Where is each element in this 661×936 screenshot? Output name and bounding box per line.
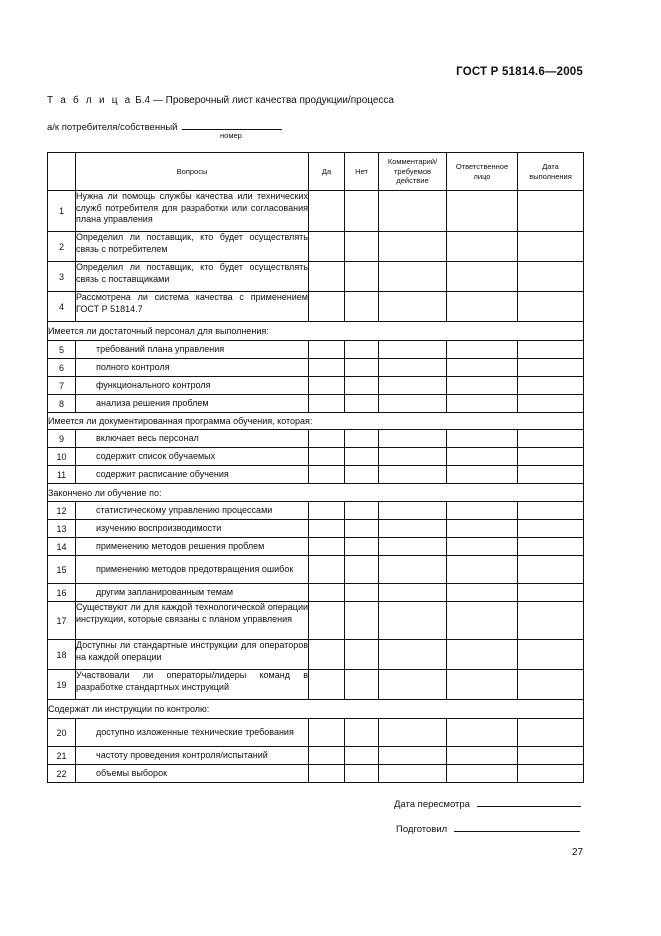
header-responsible-line1: Ответственное (455, 162, 509, 172)
question-row (48, 520, 584, 538)
header-responsible-line2: лицо (473, 171, 491, 181)
yes-cell[interactable] (309, 191, 345, 232)
question-row (48, 556, 584, 584)
question-row (48, 765, 584, 783)
due-date-cell[interactable] (518, 747, 584, 765)
responsible-cell[interactable] (447, 262, 518, 292)
row-number: 12 (48, 502, 76, 520)
question-text: статистическому управлению процессами (76, 502, 309, 520)
header-due-date (518, 153, 584, 191)
due-date-cell[interactable] (518, 584, 584, 602)
question-row (48, 502, 584, 520)
prepared-by-line (396, 822, 580, 835)
no-cell[interactable] (345, 191, 379, 232)
group-row (48, 484, 584, 502)
no-cell[interactable] (345, 377, 379, 395)
consumer-number-line (47, 120, 282, 133)
due-date-cell[interactable] (518, 341, 584, 359)
caption-label: Т а б л и ц а (47, 95, 133, 106)
no-cell[interactable] (345, 719, 379, 747)
responsible-cell[interactable] (447, 359, 518, 377)
group-row (48, 413, 584, 430)
yes-cell[interactable] (309, 747, 345, 765)
row-number: 16 (48, 584, 76, 602)
yes-cell[interactable] (309, 377, 345, 395)
row-number: 1 (48, 191, 76, 232)
comment-cell[interactable] (379, 747, 447, 765)
no-cell[interactable] (345, 341, 379, 359)
question-row (48, 292, 584, 322)
question-row (48, 670, 584, 700)
question-text: применению методов решения проблем (76, 538, 309, 556)
header-comment-line3: действие (396, 176, 429, 186)
no-cell[interactable] (345, 747, 379, 765)
comment-cell[interactable] (379, 538, 447, 556)
question-text: объемы выборок (76, 765, 309, 783)
question-row (48, 538, 584, 556)
header-yes: Да (309, 153, 345, 191)
consumer-label: а/к потребителя/собственный (47, 122, 178, 133)
question-row (48, 430, 584, 448)
row-number: 22 (48, 765, 76, 783)
comment-cell[interactable] (379, 292, 447, 322)
responsible-cell[interactable] (447, 502, 518, 520)
no-cell[interactable] (345, 640, 379, 670)
question-text: содержит расписание обучения (76, 466, 309, 484)
responsible-cell[interactable] (447, 640, 518, 670)
yes-cell[interactable] (309, 602, 345, 640)
document-code: ГОСТ Р 51814.6—2005 (456, 66, 583, 78)
comment-cell[interactable] (379, 640, 447, 670)
due-date-cell[interactable] (518, 377, 584, 395)
responsible-cell[interactable] (447, 395, 518, 413)
comment-cell[interactable] (379, 448, 447, 466)
yes-cell[interactable] (309, 502, 345, 520)
no-cell[interactable] (345, 292, 379, 322)
no-cell[interactable] (345, 520, 379, 538)
comment-cell[interactable] (379, 191, 447, 232)
yes-cell[interactable] (309, 341, 345, 359)
question-text: Участвовали ли операторы/лидеры команд в разработке стандартных инструкций (76, 670, 309, 700)
responsible-cell[interactable] (447, 377, 518, 395)
responsible-cell[interactable] (447, 466, 518, 484)
question-row (48, 262, 584, 292)
question-text: Нужна ли помощь службы качества или технических служб потребителя для разработки или согласования плана управления (76, 191, 309, 232)
responsible-cell[interactable] (447, 538, 518, 556)
responsible-cell[interactable] (447, 520, 518, 538)
comment-cell[interactable] (379, 341, 447, 359)
question-text: включает весь персонал (76, 430, 309, 448)
question-text: доступно изложенные технические требования (76, 719, 309, 747)
header-comment (379, 153, 447, 191)
row-number: 18 (48, 640, 76, 670)
caption-number: Б.4 (135, 95, 151, 106)
header-number (48, 153, 76, 191)
revision-date-field[interactable] (477, 797, 581, 807)
yes-cell[interactable] (309, 719, 345, 747)
question-row (48, 466, 584, 484)
due-date-cell[interactable] (518, 640, 584, 670)
comment-cell[interactable] (379, 262, 447, 292)
yes-cell[interactable] (309, 292, 345, 322)
row-number: 20 (48, 719, 76, 747)
question-row (48, 719, 584, 747)
row-number: 6 (48, 359, 76, 377)
yes-cell[interactable] (309, 670, 345, 700)
question-row (48, 602, 584, 640)
comment-cell[interactable] (379, 359, 447, 377)
question-text: Определил ли поставщик, кто будет осуществлять связь с поставщиками (76, 262, 309, 292)
comment-cell[interactable] (379, 584, 447, 602)
question-row (48, 640, 584, 670)
due-date-cell[interactable] (518, 448, 584, 466)
question-text: функционального контроля (76, 377, 309, 395)
group-heading: Имеется ли документированная программа обучения, которая: (48, 413, 584, 430)
page-number: 27 (572, 847, 584, 858)
no-cell[interactable] (345, 602, 379, 640)
responsible-cell[interactable] (447, 584, 518, 602)
yes-cell[interactable] (309, 262, 345, 292)
row-number: 17 (48, 602, 76, 640)
group-row (48, 700, 584, 719)
table-header-row (48, 153, 584, 191)
question-row (48, 584, 584, 602)
comment-cell[interactable] (379, 466, 447, 484)
question-text: содержит список обучаемых (76, 448, 309, 466)
header-responsible (447, 153, 518, 191)
caption-title: — Проверочный лист качества продукции/процесса (152, 95, 394, 106)
no-cell[interactable] (345, 395, 379, 413)
yes-cell[interactable] (309, 556, 345, 584)
question-row (48, 448, 584, 466)
due-date-cell[interactable] (518, 232, 584, 262)
no-cell[interactable] (345, 232, 379, 262)
due-date-cell[interactable] (518, 538, 584, 556)
header-no: Нет (345, 153, 379, 191)
yes-cell[interactable] (309, 765, 345, 783)
row-number: 13 (48, 520, 76, 538)
prepared-by-field[interactable] (454, 822, 580, 832)
responsible-cell[interactable] (447, 670, 518, 700)
question-row (48, 341, 584, 359)
responsible-cell[interactable] (447, 448, 518, 466)
due-date-cell[interactable] (518, 502, 584, 520)
due-date-cell[interactable] (518, 191, 584, 232)
yes-cell[interactable] (309, 232, 345, 262)
row-number: 8 (48, 395, 76, 413)
responsible-cell[interactable] (447, 232, 518, 262)
header-comment-line2: требуемов (394, 166, 431, 176)
responsible-cell[interactable] (447, 341, 518, 359)
no-cell[interactable] (345, 262, 379, 292)
quality-checklist-table (47, 152, 584, 783)
due-date-cell[interactable] (518, 395, 584, 413)
comment-cell[interactable] (379, 395, 447, 413)
no-cell[interactable] (345, 584, 379, 602)
group-heading: Закончено ли обучение по: (48, 484, 584, 502)
responsible-cell[interactable] (447, 765, 518, 783)
question-text: Доступны ли стандартные инструкции для операторов на каждой операции (76, 640, 309, 670)
due-date-cell[interactable] (518, 262, 584, 292)
prepared-by-label: Подготовил (396, 824, 448, 835)
table-caption (47, 95, 394, 106)
comment-cell[interactable] (379, 765, 447, 783)
row-number: 3 (48, 262, 76, 292)
row-number: 19 (48, 670, 76, 700)
yes-cell[interactable] (309, 538, 345, 556)
row-number: 9 (48, 430, 76, 448)
question-text: частоту проведения контроля/испытаний (76, 747, 309, 765)
question-text: Существуют ли для каждой технологической операции инструкции, которые связаны с планом управления (76, 602, 309, 640)
no-cell[interactable] (345, 765, 379, 783)
yes-cell[interactable] (309, 520, 345, 538)
yes-cell[interactable] (309, 466, 345, 484)
revision-date-line (394, 797, 581, 810)
question-text: применению методов предотвращения ошибок (76, 556, 309, 584)
row-number: 4 (48, 292, 76, 322)
comment-cell[interactable] (379, 232, 447, 262)
comment-cell[interactable] (379, 670, 447, 700)
no-cell[interactable] (345, 448, 379, 466)
question-text: изучению воспроизводимости (76, 520, 309, 538)
header-comment-line1: Комментарий/ (387, 157, 438, 167)
responsible-cell[interactable] (447, 191, 518, 232)
due-date-cell[interactable] (518, 719, 584, 747)
checklist-body (48, 191, 584, 783)
yes-cell[interactable] (309, 395, 345, 413)
question-row (48, 191, 584, 232)
question-text: Определил ли поставщик, кто будет осуществлять связь с потребителем (76, 232, 309, 262)
due-date-cell[interactable] (518, 430, 584, 448)
due-date-cell[interactable] (518, 466, 584, 484)
question-row (48, 359, 584, 377)
header-due-date-line1: Дата (542, 162, 559, 172)
row-number: 21 (48, 747, 76, 765)
header-due-date-line2: выполнения (529, 171, 572, 181)
row-number: 14 (48, 538, 76, 556)
question-row (48, 377, 584, 395)
responsible-cell[interactable] (447, 719, 518, 747)
row-number: 15 (48, 556, 76, 584)
responsible-cell[interactable] (447, 556, 518, 584)
comment-cell[interactable] (379, 520, 447, 538)
due-date-cell[interactable] (518, 520, 584, 538)
question-row (48, 395, 584, 413)
responsible-cell[interactable] (447, 292, 518, 322)
comment-cell[interactable] (379, 502, 447, 520)
due-date-cell[interactable] (518, 765, 584, 783)
comment-cell[interactable] (379, 556, 447, 584)
row-number: 2 (48, 232, 76, 262)
comment-cell[interactable] (379, 430, 447, 448)
responsible-cell[interactable] (447, 602, 518, 640)
question-row (48, 747, 584, 765)
group-row (48, 322, 584, 341)
due-date-cell[interactable] (518, 292, 584, 322)
no-cell[interactable] (345, 556, 379, 584)
revision-date-label: Дата пересмотра (394, 799, 470, 810)
no-cell[interactable] (345, 538, 379, 556)
question-text: полного контроля (76, 359, 309, 377)
question-text: анализа решения проблем (76, 395, 309, 413)
comment-cell[interactable] (379, 377, 447, 395)
row-number: 11 (48, 466, 76, 484)
question-text: требований плана управления (76, 341, 309, 359)
header-questions: Вопросы (76, 153, 309, 191)
no-cell[interactable] (345, 359, 379, 377)
group-heading: Содержат ли инструкции по контролю: (48, 700, 584, 719)
group-heading: Имеется ли достаточный персонал для выполнения: (48, 322, 584, 341)
responsible-cell[interactable] (447, 430, 518, 448)
yes-cell[interactable] (309, 640, 345, 670)
row-number: 10 (48, 448, 76, 466)
row-number: 7 (48, 377, 76, 395)
no-cell[interactable] (345, 430, 379, 448)
yes-cell[interactable] (309, 359, 345, 377)
no-cell[interactable] (345, 466, 379, 484)
due-date-cell[interactable] (518, 359, 584, 377)
consumer-number-hint: номер (220, 131, 242, 140)
row-number: 5 (48, 341, 76, 359)
yes-cell[interactable] (309, 584, 345, 602)
question-text: Рассмотрена ли система качества с применением ГОСТ Р 51814.7 (76, 292, 309, 322)
due-date-cell[interactable] (518, 670, 584, 700)
comment-cell[interactable] (379, 719, 447, 747)
no-cell[interactable] (345, 502, 379, 520)
due-date-cell[interactable] (518, 602, 584, 640)
comment-cell[interactable] (379, 602, 447, 640)
question-row (48, 232, 584, 262)
responsible-cell[interactable] (447, 747, 518, 765)
yes-cell[interactable] (309, 430, 345, 448)
consumer-number-field[interactable] (182, 120, 282, 130)
question-text: другим запланированным темам (76, 584, 309, 602)
due-date-cell[interactable] (518, 556, 584, 584)
no-cell[interactable] (345, 670, 379, 700)
yes-cell[interactable] (309, 448, 345, 466)
